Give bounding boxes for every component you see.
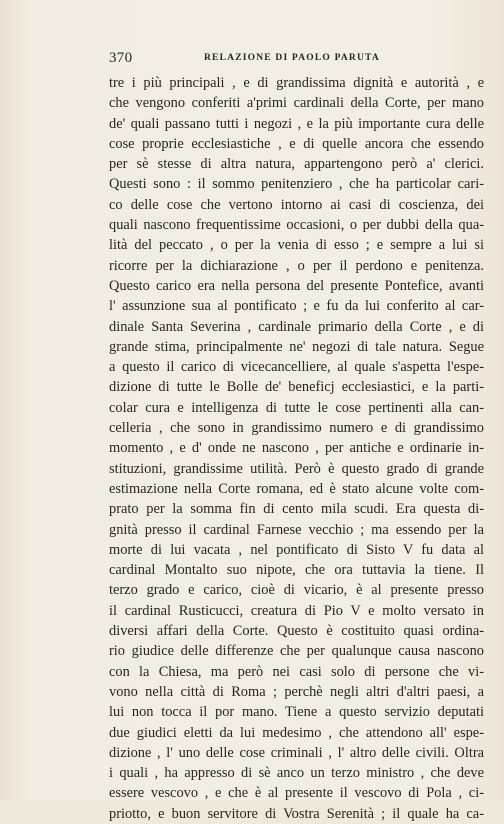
text-line: dizione di tutte le Bolle de' beneficj ecclesiastici, e la parti- [109, 379, 484, 396]
page-header [109, 50, 484, 66]
text-line: gnità presso il cardinal Farnese vecchio ; ma essendo per la [109, 521, 484, 538]
text-line: diversi affari della Corte. Questo è costituito quasi ordina- [109, 623, 484, 640]
text-line: momento , e d' onde ne nascono , per antiche e ordinarie in- [109, 440, 484, 457]
text-line: lità del peccato , o per la venia di esso ; e sempre a lui si [109, 237, 484, 254]
text-line: cardinal Montalto suo nipote, che ora tuttavia la tiene. Il [109, 562, 484, 579]
text-line: Questo carico era nella persona del presente Pontefice, avanti [109, 277, 484, 294]
text-line: a questo il carico di vicecancelliere, al quale s'aspetta l'espe- [109, 359, 484, 376]
running-title: RELAZIONE DI PAOLO PARUTA [204, 53, 380, 63]
text-line: lui non tocca il por mano. Tiene a questo servizio deputati [109, 704, 484, 721]
text-line: terzo grado e carico, cioè di vicario, è al presente presso [109, 582, 484, 599]
text-line: Questi sono : il sommo penitenziero , che ha particolar cari- [109, 176, 484, 193]
text-line: prato per la somma fin di cento mila scudi. Era questa di- [109, 501, 484, 518]
text-line: grande stima, principalmente ne' negozi di tale natura. Segue [109, 338, 484, 355]
text-line: tre i più principali , e di grandissima dignità e autorità , e [109, 75, 484, 91]
text-line: priotto, e buon servitore di Vostra Serenità ; il quale ha ca- [109, 805, 484, 822]
text-line: essere vescovo , e che è al presente il vescovo di Pola , ci- [109, 785, 484, 802]
text-line: che vengono conferiti a'primi cardinali della Corte, per mano [109, 95, 484, 112]
text-line: due giudici eletti da lui medesimo , che attendono all' espe- [109, 724, 484, 741]
text-line: quali nascono frequentissime occasioni, o per dubbi della qua- [109, 217, 484, 234]
text-line: co delle cose che vertono intorno ai casi di coscienza, dei [109, 196, 484, 213]
text-line: il cardinal Rusticucci, creatura di Pio V e molto versato in [109, 602, 484, 619]
body-text [109, 73, 484, 824]
text-line: stituzioni, grandissime utilità. Però è questo grado di grande [109, 460, 484, 477]
text-line: cose proprie ecclesiastiche , e di quelle ancora che essendo [109, 135, 484, 152]
text-line: dizione , l' uno delle cose criminali , l' altro delle civili. Oltra [109, 744, 484, 761]
text-line: l' assunzione sua al pontificato ; e fu da lui conferito al car- [109, 298, 484, 315]
text-line: morte di lui vacata , nel pontificato di Sisto V fu data al [109, 541, 484, 558]
text-line: i quali , ha appresso di sè anco un terzo ministro , che deve [109, 765, 484, 782]
text-line: rio giudice delle differenze che per qualunque causa nascono [109, 643, 484, 660]
text-line: colar cura e intelligenza di tutte le cose pertinenti alla can- [109, 399, 484, 416]
text-line: vono nella città di Roma ; perchè negli altri d'altri paesi, a [109, 683, 484, 700]
page-number: 370 [109, 50, 133, 66]
text-line: dinale Santa Severina , cardinale primario della Corte , e di [109, 318, 484, 335]
text-line: con la Chiesa, ma però nei casi solo di persone che vi- [109, 663, 484, 680]
text-line: celleria , che sono in grandissimo numero e di grandissimo [109, 420, 484, 437]
text-line: ricorre per la dichiarazione , o per il perdono e penitenza. [109, 257, 484, 274]
text-line: per sè stesse di altra natura, appartengono però a' clerici. [109, 156, 484, 173]
text-line: estimazione nella Corte romana, ed è stato alcune volte com- [109, 480, 484, 497]
text-line: de' quali passano tutti i negozi , e la più importante cura delle [109, 115, 484, 132]
